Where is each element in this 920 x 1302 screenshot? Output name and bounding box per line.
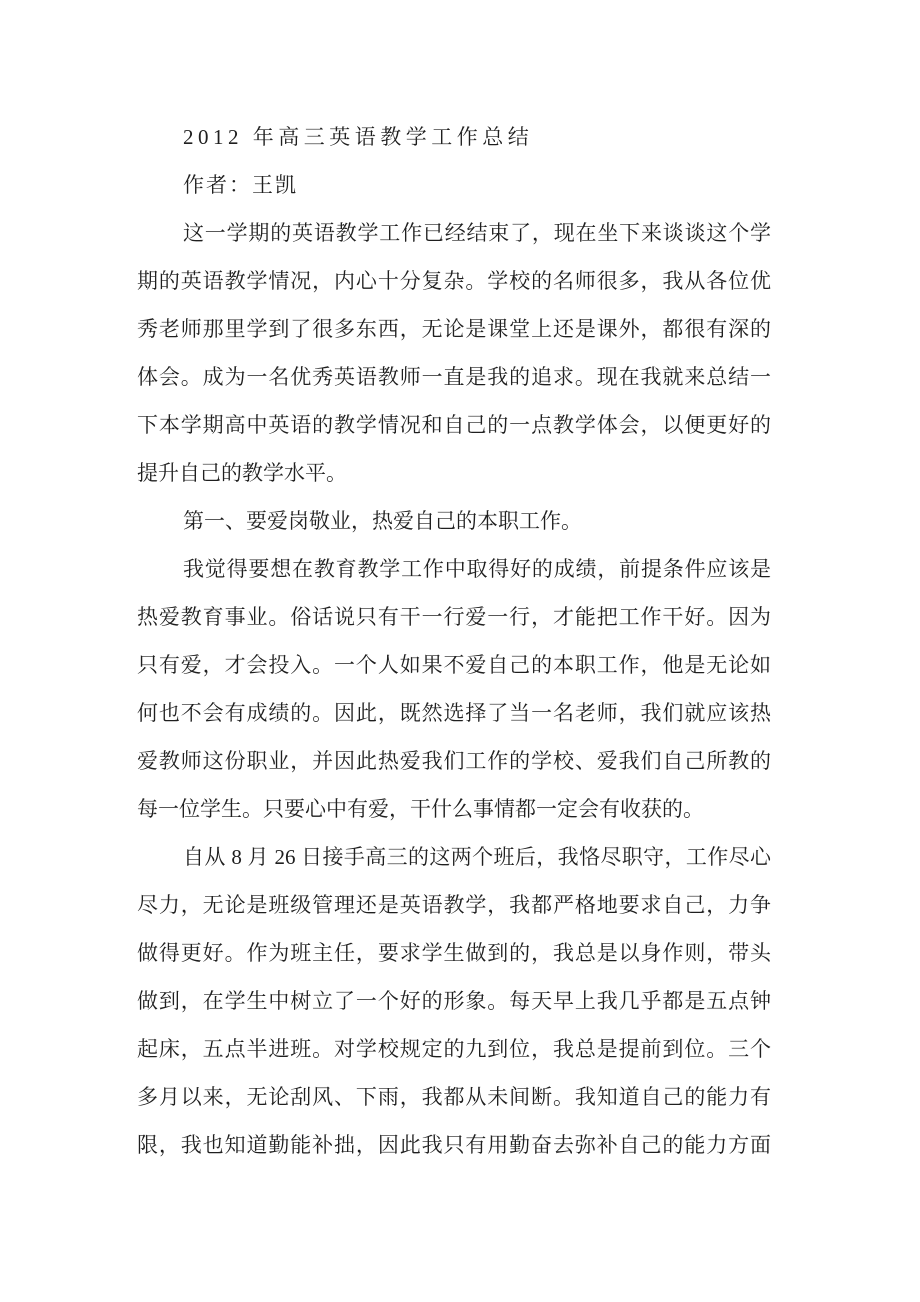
text-line: 爱教师这份职业，并因此热爱我们工作的学校、爱我们自己所教的: [137, 749, 771, 773]
text-line: 每一位学生。只要心中有爱，干什么事情都一定会有收获的。: [137, 797, 704, 821]
text-line: 秀老师那里学到了很多东西，无论是课堂上还是课外，都很有深的: [137, 317, 771, 341]
text-line: 限，我也知道勤能补拙，因此我只有用勤奋去弥补自己的能力方面: [137, 1133, 771, 1157]
text-line: 热爱教育事业。俗话说只有干一行爱一行，才能把工作干好。因为: [137, 605, 771, 629]
author-line: 作者：王凯: [183, 173, 298, 197]
text-line: 我觉得要想在教育教学工作中取得好的成绩，前提条件应该是: [183, 557, 771, 581]
text-line: 只有爱，才会投入。一个人如果不爱自己的本职工作，他是无论如: [137, 653, 771, 677]
text-line: 下本学期高中英语的教学情况和自己的一点教学体会，以便更好的: [137, 413, 771, 437]
document-text-block: [137, 113, 771, 1169]
section-heading: 第一、要爱岗敬业，热爱自己的本职工作。: [183, 509, 582, 533]
text-line: 多月以来，无论刮风、下雨，我都从未间断。我知道自己的能力有: [137, 1085, 771, 1109]
text-line: 自从 8 月 26 日接手高三的这两个班后，我恪尽职守，工作尽心: [183, 845, 771, 869]
text-line: 何也不会有成绩的。因此，既然选择了当一名老师，我们就应该热: [137, 701, 771, 725]
text-line: 做得更好。作为班主任，要求学生做到的，我总是以身作则，带头: [137, 941, 771, 965]
text-line: 起床，五点半进班。对学校规定的九到位，我总是提前到位。三个: [137, 1037, 771, 1061]
text-line: 期的英语教学情况，内心十分复杂。学校的名师很多，我从各位优: [137, 269, 771, 293]
text-line: 这一学期的英语教学工作已经结束了，现在坐下来谈谈这个学: [183, 221, 771, 245]
text-line: 尽力，无论是班级管理还是英语教学，我都严格地要求自己，力争: [137, 893, 771, 917]
text-line: 提升自己的教学水平。: [137, 461, 347, 485]
text-line: 体会。成为一名优秀英语教师一直是我的追求。现在我就来总结一: [137, 365, 771, 389]
text-line: 做到，在学生中树立了一个好的形象。每天早上我几乎都是五点钟: [137, 989, 771, 1013]
document-title: 2012 年高三英语教学工作总结: [183, 125, 534, 149]
